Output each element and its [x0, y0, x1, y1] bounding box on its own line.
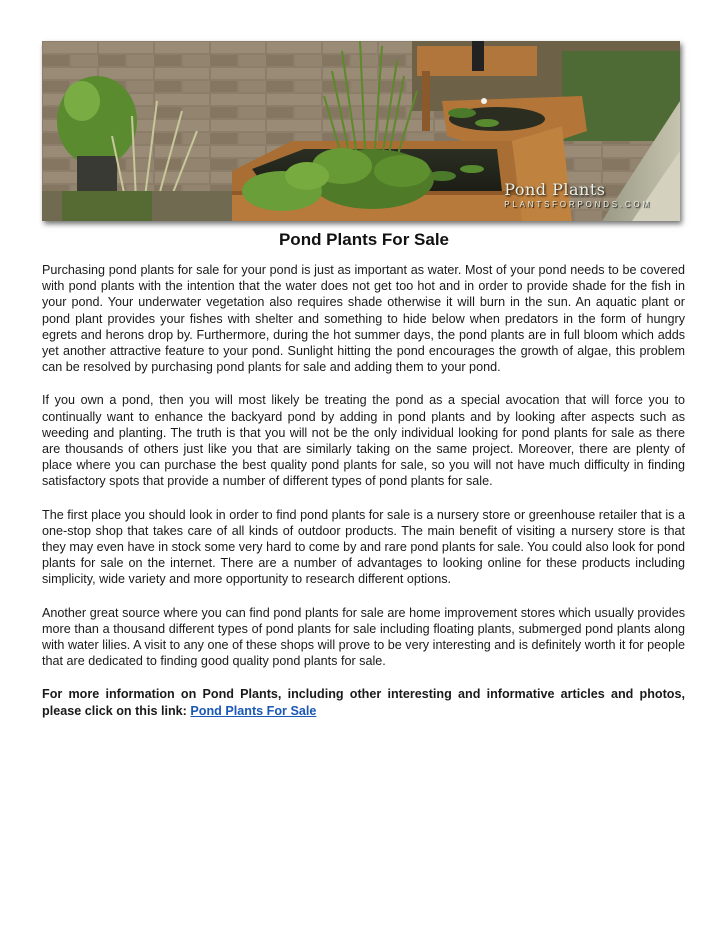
- paragraph-1: Purchasing pond plants for sale for your pond is just as important as water. Most of your pond needs to be covered with pond plants with the intention that the water does not get too hot and in order to provide shade for the fish in your pond. Your underwater vegetation also requires shade otherwise it will burn in the sun. An aquatic plant or pond plant provides your fishes with shelter and something to hide below when predators in the form of hungry egrets and herons drop by. Furthermore, during the hot summer days, the pond plants are in full bloom which adds yet another attractive feature to your pond. Sunlight hitting the pond encourages the growth of algae, this problem can be resolved by purchasing pond plants for sale and adding them to your pond.: [42, 263, 685, 375]
- pond-plants-link[interactable]: Pond Plants For Sale: [190, 703, 317, 718]
- more-info-note: [42, 686, 685, 718]
- hero-logo-url: PLANTSFORPONDS.COM: [504, 200, 652, 209]
- hero-logo: [504, 180, 652, 209]
- hero-image: [42, 41, 680, 221]
- article-body: [42, 262, 685, 719]
- more-info-text: For more information on Pond Plants, including other interesting and informative articles and photos, please click on this link:: [42, 687, 685, 718]
- page-title: Pond Plants For Sale: [278, 230, 450, 249]
- paragraph-4: Another great source where you can find pond plants for sale are home improvement stores which usually provides more than a thousand different types of pond plants for sale including floating plants, submerged pond plants along with water lilies. A visit to any one of these shops will prove to be very interesting and is definitely worth it for people that are dedicated to finding good quality pond plants for sale.: [42, 605, 685, 669]
- paragraph-2: If you own a pond, then you will most likely be treating the pond as a special avocation that will force you to continually want to enhance the backyard pond by adding in pond plants and by looking after aspects such as weeding and planting. The truth is that you will not be the only individual looking for pond plants for sale as there are thousands of others just like you that are similarly taking on the same project. Moreover, there are plenty of place where you can purchase the best quality pond plants for sale, so you will not have much difficulty in finding satisfactory spots that provide a number of different types of pond plants for sale.: [42, 393, 685, 489]
- hero-logo-title: Pond Plants: [504, 180, 606, 199]
- paragraph-3: The first place you should look in order to find pond plants for sale is a nursery store or greenhouse retailer that is a one-stop shop that takes care of all kinds of outdoor products. The main benefit of visiting a nursery store is that they may even have in stock some very hard to come by and rare pond plants for sale. You could also look for pond plants for sale on the internet. There are a number of advantages to looking online for these products including simplicity, wide variety and more opportunity to research different options.: [42, 507, 685, 587]
